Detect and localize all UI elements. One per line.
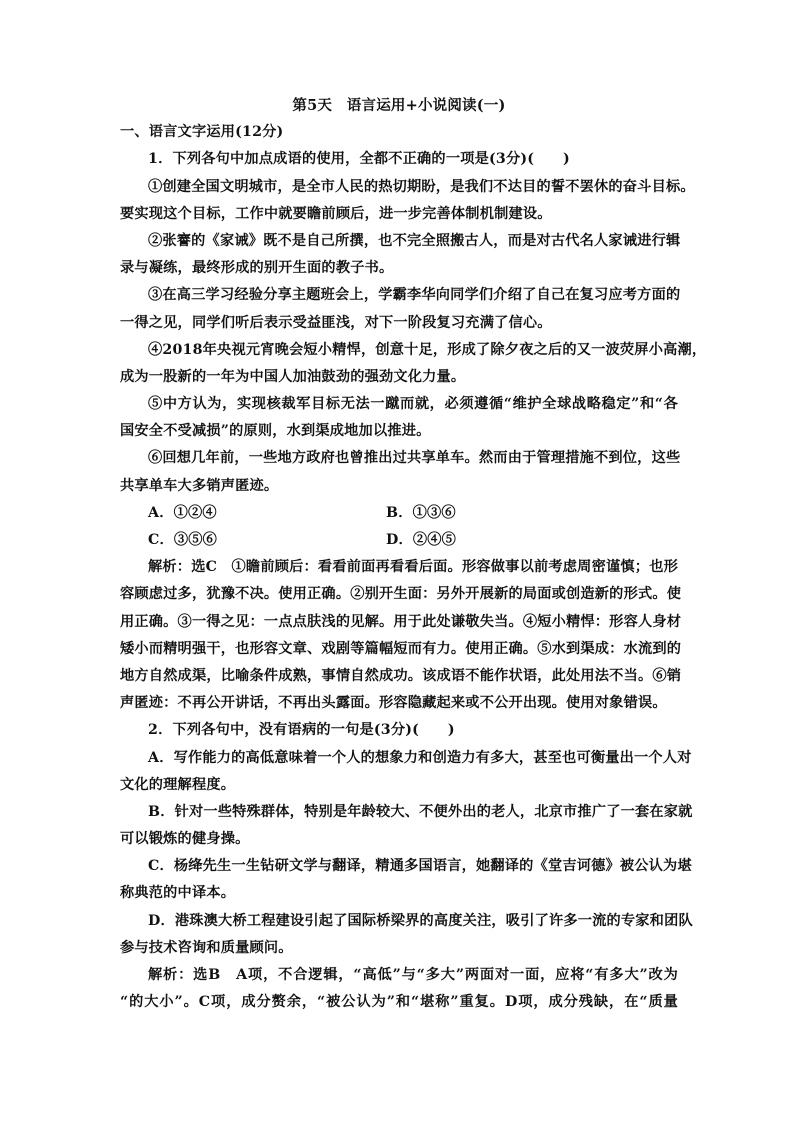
question-1-item: ⑥回想几年前，一些地方政府也曾推出过共享单车。然而由于管理措施不到位，这些 共享单车大多销声匿迹。 <box>120 450 681 494</box>
document-page <box>120 92 707 1016</box>
option-d: D．②④⑤ <box>386 532 457 548</box>
question-2-option: A．写作能力的高低意味着一个人的想象力和创造力有多大，甚至也可衡量出一个人对 文化的理解程度。 <box>120 749 692 793</box>
question-1-item: ①创建全国文明城市，是全市人民的热切期盼，是我们不达目的誓不罢休的奋斗目标。 要实现这个目标，工作中就要瞻前顾后，进一步完善体制机制建设。 <box>120 178 695 222</box>
question-1-item: ②张謇的《家诫》既不是自己所撰，也不完全照搬古人，而是对古代名人家诫进行辑 录与凝练，最终形成的别开生面的教子书。 <box>120 232 681 277</box>
question-2-stem: 2．下列各句中，没有语病的一句是(3分)( ) <box>148 722 455 739</box>
question-1-item: ③在高三学习经验分享主题班会上，学霸李华向同学们介绍了自己在复习应考方面的 一得之见，同学们听后表示受益匪浅，对下一阶段复习充满了信心。 <box>120 287 681 331</box>
question-2-option: C．杨绛先生一生钻研文学与翻译，精通多国语言，她翻译的《堂吉诃德》被公认为堪 称典范的中译本。 <box>120 858 692 902</box>
section-heading: 一、语言文字运用(12分) <box>120 124 284 141</box>
question-1-item: ⑤中方认为，实现核裁军目标无法一蹴而就，必须遵循“维护全球战略稳定”和“各 国安全不受减损”的原则，水到渠成地加以推进。 <box>120 396 678 440</box>
page-title: 第5天 语言运用+小说阅读(一) <box>292 97 506 114</box>
question-1-options-row <box>120 500 678 527</box>
question-1-analysis: 解析：选C ①瞻前顾后：看看前面再看看后面。形容做事以前考虑周密谨慎；也形 容顾虑过多，犹豫不决。使用正确。②别开生面：另外开展新的局面或创造新的形式。使 用正确。③一得之见：一点点肤浅的见解。用于此处谦敬失当。④短小精悍：形容人身材 矮小而精明强干，也形容文章、戏剧等篇幅短而有力。使用正确。⑤水到渠成：水流到的 地方自然成渠，比喻条件成熟，事情自然成功。该成语不能作状语，此处用法不当。⑥销 声匿迹：不再公开讲话，不再出头露面。形容隐藏起来或不公开出现。使用对象错误。 <box>120 559 682 712</box>
question-1-stem: 1．下列各句中加点成语的使用，全都不正确的一项是(3分)( ) <box>148 151 570 168</box>
option-a: A．①②④ <box>148 504 217 521</box>
option-b: B．①③⑥ <box>386 504 456 521</box>
question-2-option: D．港珠澳大桥工程建设引起了国际桥梁界的高度关注，吸引了许多一流的专家和团队 参与技术咨询和质量顾问。 <box>120 912 693 956</box>
option-c: C．③⑤⑥ <box>148 532 218 548</box>
question-2-analysis: 解析：选B A项，不合逻辑，“高低”与“多大”两面对一面，应将“有多大”改为 “的大小”。C项，成分赘余，“被公认为”和“堪称”重复。D项，成分残缺，在“质量 <box>120 967 678 1011</box>
question-1-options-row <box>120 527 678 554</box>
question-2-option: B．针对一些特殊群体，特别是年龄较大、不便外出的老人，北京市推广了一套在家就 可以锻炼的健身操。 <box>120 803 693 848</box>
question-1-item: ④2018年央视元宵晚会短小精悍，创意十足，形成了除夕夜之后的又一波荧屏小高潮， 成为一股新的一年为中国人加油鼓劲的强劲文化力量。 <box>120 341 707 385</box>
